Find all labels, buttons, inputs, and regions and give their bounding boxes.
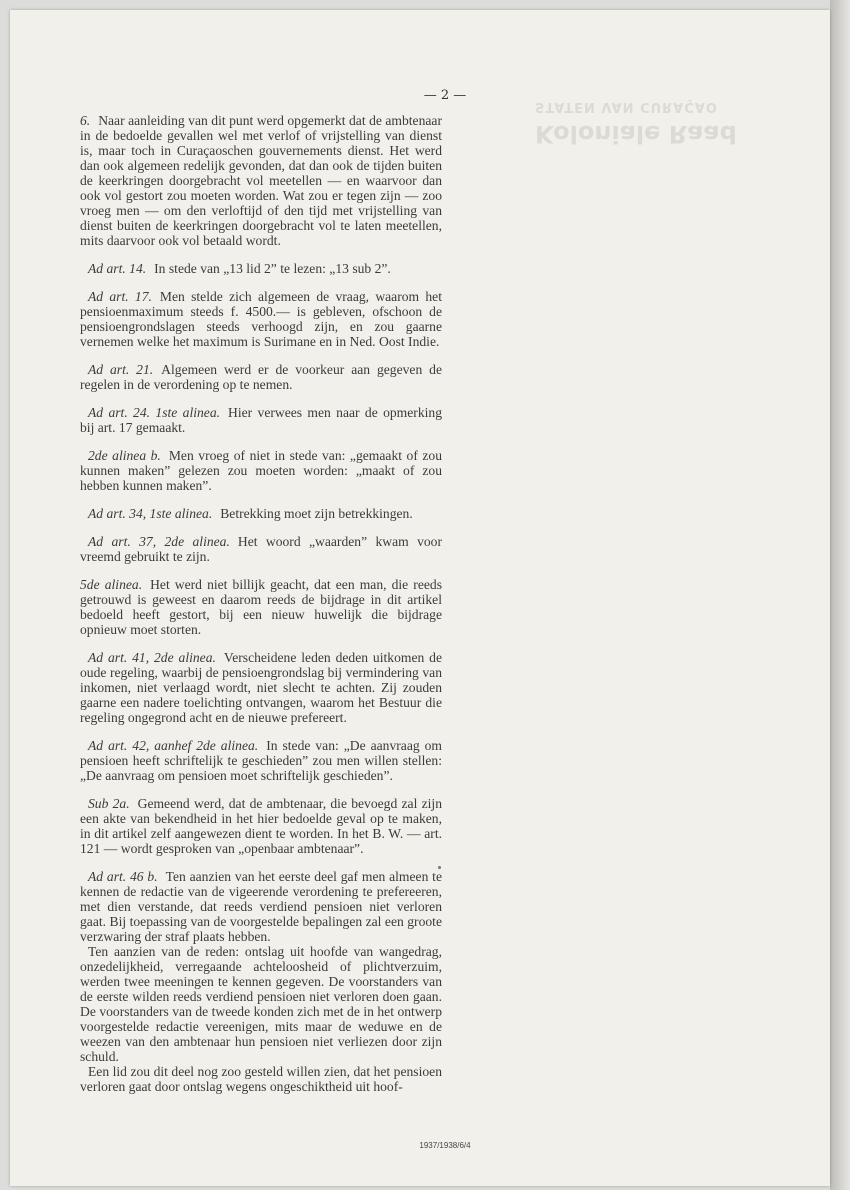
paragraph-ref: Ad art. 37, 2de alinea. [88, 534, 230, 549]
paragraph-text: Verscheidene leden deden uitkomen de oude regeling, waarbij de pensioengrondslag bij vermindering van inkomen, niet verlaagd wordt, niet slecht te achten. Zij zouden gaarne een nadere toelichting ontvangen, waarom het Bestuur die regeling ongegrond acht en de nieuwe prefereert. [80, 650, 442, 725]
paragraph-continuation-2: Een lid zou dit deel nog zoo gesteld willen zien, dat het pensioen verloren gaat door ontslag wegens ongeschiktheid uit hoof- [80, 1064, 442, 1094]
paragraph-text: In stede van: „De aanvraag om pensioen heeft schriftelijk te geschieden” zou men willen stellen: „De aanvraag om pensioen moet schriftelijk geschieden”. [80, 738, 442, 783]
scan-edge [830, 0, 850, 1190]
paragraph-2de-alinea-b [80, 448, 442, 493]
ink-dot [438, 866, 441, 869]
paragraph-text: Gemeend werd, dat de ambtenaar, die bevoegd zal zijn een akte van bekendheid in het hier bedoelde geval op te maken, in dit artikel zelf aangewezen dient te worden. In het B. W. — art. 121 — wordt gesproken van „openbaar ambtenaar”. [80, 796, 442, 856]
paragraph-ref: Ad art. 34, 1ste alinea. [88, 506, 213, 521]
paragraph-ref: Ad art. 24. 1ste alinea. [88, 405, 221, 420]
paragraph-art-34 [80, 506, 442, 521]
paragraph-art-14 [80, 261, 442, 276]
paragraph-ref: 5de alinea. [80, 577, 143, 592]
paragraph-art-37 [80, 534, 442, 564]
footer-code: 1937/1938/6/4 [419, 1141, 471, 1150]
paragraph-art-21 [80, 362, 442, 392]
paragraph-text: Algemeen werd er de voorkeur aan gegeven de regelen in de verordening op te nemen. [80, 362, 442, 392]
paragraph-ref: Sub 2a. [88, 796, 130, 811]
paragraph-art-41 [80, 650, 442, 725]
paragraph-ref: Ad art. 17. [88, 289, 152, 304]
paragraph-text: In stede van „13 lid 2” te lezen: „13 sub 2”. [154, 261, 391, 276]
paragraph-art-24 [80, 405, 442, 435]
paragraph-text: Ten aanzien van het eerste deel gaf men almeen te kennen de redactie van de vigeerende verordening te prefereeren, met dien verstande, dat reeds verdiend pensioen niet verloren gaat. Bij toepassing van de voorgestelde bepalingen zal een groote verzwaring der straf plaats hebben. [80, 869, 442, 944]
stamp-line-1: Koloniale Raad [535, 120, 737, 148]
paragraph-art-46b [80, 869, 442, 944]
paragraph-sub-2a [80, 796, 442, 856]
paragraph-ref: Ad art. 41, 2de alinea. [88, 650, 216, 665]
paragraph-art-42 [80, 738, 442, 783]
paragraph-text: Het werd niet billijk geacht, dat een man, die reeds getrouwd is geweest en daarom reeds de bijdrage in dit artikel bedoeld heeft gestort, bij een nieuw huwelijk die bijdrage opnieuw moet storten. [80, 577, 442, 637]
paragraph-ref: 6. [80, 113, 91, 128]
paragraph-continuation-1: Ten aanzien van de reden: ontslag uit hoofde van wangedrag, onzedelijkheid, verregaande achteloosheid of plichtverzuim, werden twee meeningen te kennen gegeven. De voorstanders van de eerste wilden reeds verdiend pensioen niet verloren doen gaan. De voorstanders van de tweede konden zich met de in het ontwerp voorgestelde redactie vereenigen, mits maar de weduwe en de weezen van den ambtenaar hun pensioen niet verliezen door zijn schuld. [80, 944, 442, 1064]
paragraph-ref: Ad art. 14. [88, 261, 147, 276]
paragraph-5de-alinea [80, 577, 442, 637]
paragraph-text: Het woord „waarden” kwam voor vreemd gebruikt te zijn. [80, 534, 442, 564]
paragraph-text: Men stelde zich algemeen de vraag, waarom het pensioenmaximum steeds f. 4500.— is gebleven, ofschoon de pensioengrondslagen steeds verhoogd zijn, en zou gaarne vernemen welke het maximum is Surimane en in Ned. Oost Indie. [80, 289, 442, 349]
paragraph-art-17 [80, 289, 442, 349]
paragraph-text: Betrekking moet zijn betrekkingen. [220, 506, 413, 521]
paragraph-ref: Ad art. 46 b. [88, 869, 158, 884]
paragraph-ref: Ad art. 42, aanhef 2de alinea. [88, 738, 259, 753]
paragraph-text: Men vroeg of niet in stede van: „gemaakt of zou kunnen maken” gelezen zou moeten worden: „maakt of zou hebben kunnen maken”. [80, 448, 442, 493]
paragraph-text: Naar aanleiding van dit punt werd opgemerkt dat de ambtenaar in de bedoelde gevallen wel met verlof of vrijstelling van dienst is, maar toch in Curaçaoschen gouvernements dienst. Het werd dan ook algemeen redelijk gevonden, dat dan ook de tijden buiten de keerkringen doorgebracht vol meetellen — en waarvoor dan ook vol gestort zou moeten worden. Wat zou er tegen zijn — zoo vroeg men — om den verloftijd of den tijd met vrijstelling van dienst buiten de keerkringen doorgebracht vol te laten meetellen, mits daarvoor ook vol betaald wordt. [80, 113, 442, 248]
paragraph-text: Hier verwees men naar de opmerking bij art. 17 gemaakt. [80, 405, 442, 435]
stamp-line-2: STATEN VAN CURAÇAO [535, 99, 718, 114]
paragraph-ref: 2de alinea b. [88, 448, 161, 463]
page-number: — 2 — [423, 88, 467, 103]
paragraph-6 [80, 113, 442, 248]
document-body [80, 113, 442, 1094]
paragraph-ref: Ad art. 21. [88, 362, 154, 377]
